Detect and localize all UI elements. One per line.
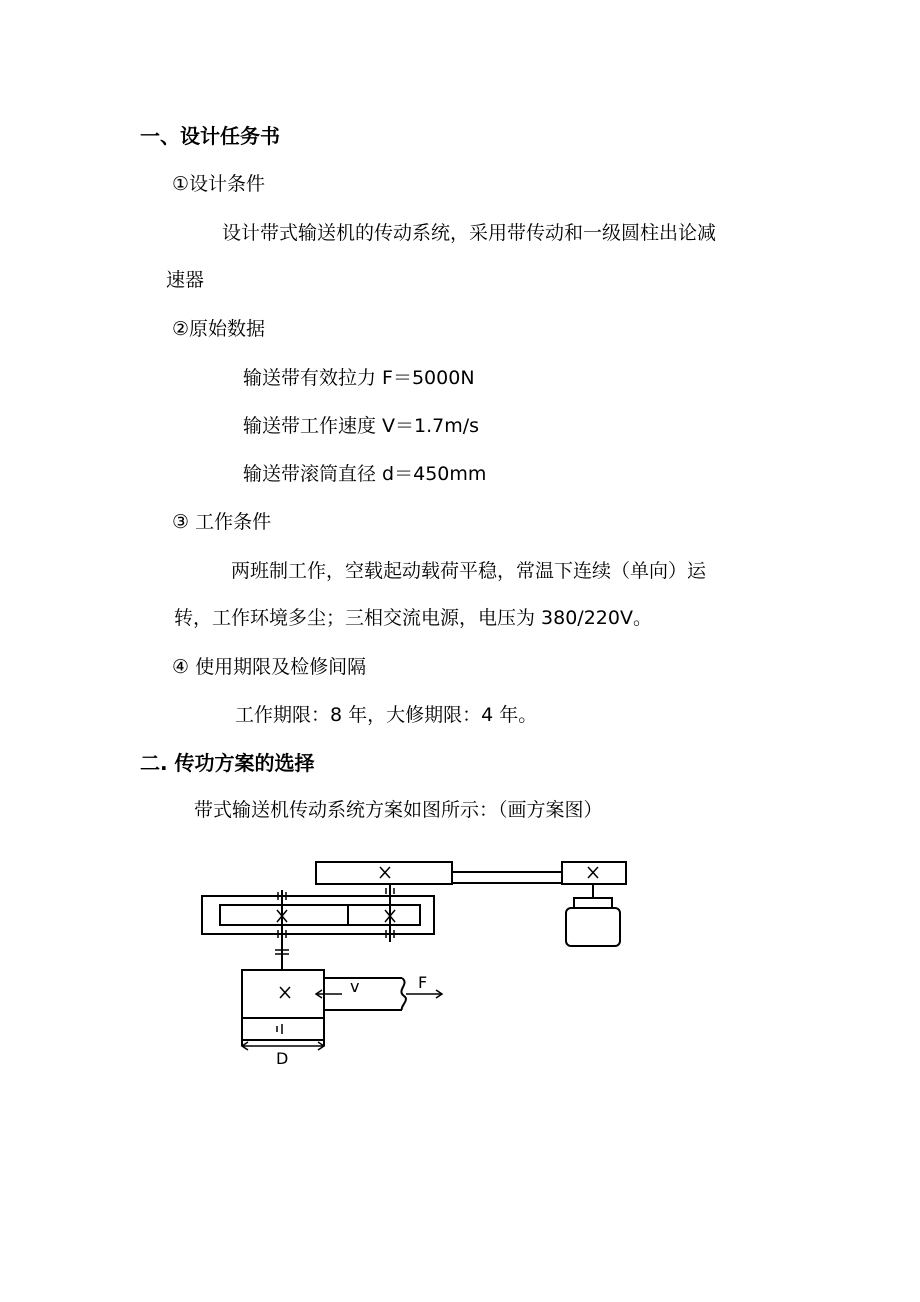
sub1-text-line1: 设计带式输送机的传动系统，采用带传动和一级圆柱出论减 [222, 222, 717, 244]
data-item-diameter: 输送带滚筒直径 d＝450mm [243, 463, 487, 485]
section2-title: 二. 传功方案的选择 [140, 751, 315, 775]
motor [566, 884, 620, 946]
sub4-text: 工作期限：8 年，大修期限：4 年。 [235, 704, 538, 726]
sub2-title: ②原始数据 [172, 318, 266, 340]
transmission-scheme-diagram [190, 850, 650, 1070]
sub3-title: ③ 工作条件 [172, 511, 272, 533]
velocity-label: v [350, 977, 360, 996]
sub1-title: ①设计条件 [172, 173, 266, 195]
sub1-text-line2: 速器 [166, 269, 205, 291]
gear-reducer [202, 890, 434, 942]
conveyor-drum [242, 970, 324, 1050]
section2-text: 带式输送机传动系统方案如图所示：（画方案图） [194, 799, 603, 821]
data-item-force: 输送带有效拉力 F＝5000N [243, 367, 475, 389]
section1-title: 一、设计任务书 [140, 124, 280, 148]
sub4-title: ④ 使用期限及检修间隔 [172, 656, 367, 678]
belt-drive [316, 862, 626, 884]
force-label: F [418, 973, 428, 992]
coupling [275, 942, 289, 970]
sub3-text-line1: 两班制工作，空载起动载荷平稳，常温下连续（单向）运 [231, 560, 707, 582]
diameter-label: D [276, 1049, 289, 1068]
data-item-speed: 输送带工作速度 V＝1.7m/s [243, 415, 480, 437]
sub3-text-line2: 转，工作环境多尘；三相交流电源，电压为 380/220V。 [174, 607, 652, 629]
